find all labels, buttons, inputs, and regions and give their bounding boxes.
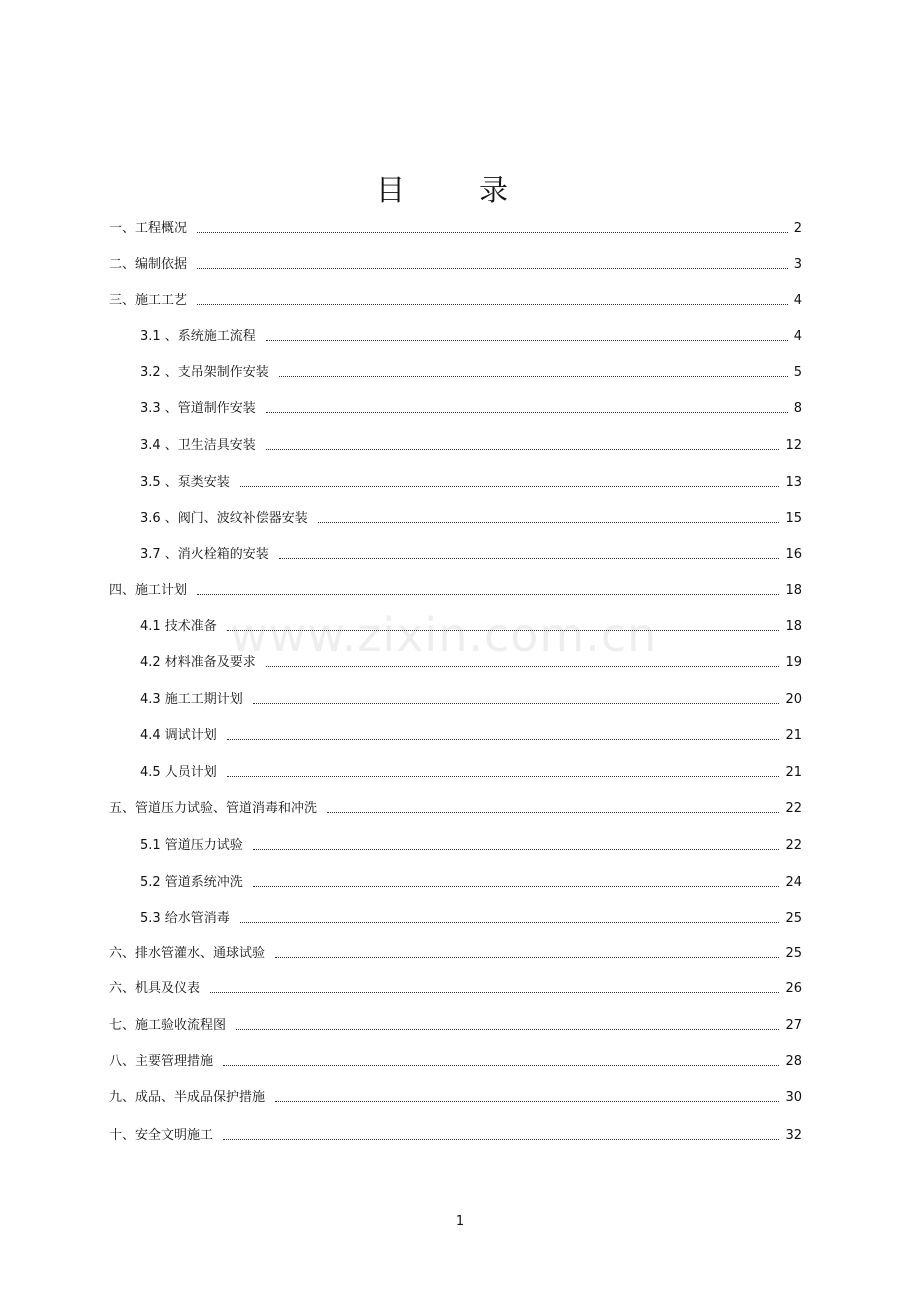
toc-entry-label: 六、排水管灌水、通球试验 [109,946,266,961]
toc-entry[interactable] [109,942,802,962]
toc-entry-page: 18 [785,619,802,634]
toc-entry[interactable] [109,797,802,817]
toc-entry[interactable] [140,724,802,744]
toc-entry-page: 4 [793,329,802,344]
toc-entry[interactable] [140,543,802,563]
toc-entry-label: 五、管道压力试验、管道消毒和冲洗 [109,801,318,816]
toc-entry-page: 25 [785,911,802,926]
toc-title-char-2: 录 [479,173,509,207]
toc-dot-leader [240,485,780,487]
toc-dot-leader [197,303,788,305]
toc-entry-page: 25 [785,946,802,961]
toc-entry-label: 六、机具及仪表 [109,981,201,996]
page-number: 1 [455,1214,465,1229]
toc-entry-label: 三、施工工艺 [109,293,188,308]
watermark: www.zixin.com.cn [230,608,658,662]
toc-dot-leader [223,1064,779,1066]
toc-entry[interactable] [140,507,802,527]
toc-entry-label: 3.7 、消火栓箱的安装 [140,547,269,562]
toc-dot-leader [266,448,780,450]
toc-entry[interactable] [109,977,802,997]
toc-entry-page: 13 [785,475,802,490]
toc-entry-page: 18 [785,583,802,598]
toc-dot-leader [266,411,788,413]
toc-entry-label: 八、主要管理措施 [109,1054,214,1069]
toc-dot-leader [240,921,780,923]
toc-entry-page: 21 [785,728,802,743]
toc-entry-page: 19 [785,655,802,670]
toc-dot-leader [279,375,788,377]
toc-entry[interactable] [140,361,802,381]
toc-entry[interactable] [140,907,802,927]
toc-entry[interactable] [109,1124,802,1144]
toc-entry-label: 七、施工验收流程图 [109,1018,227,1033]
toc-entry-page: 22 [785,801,802,816]
toc-entry[interactable] [140,325,802,345]
toc-entry-page: 28 [785,1054,802,1069]
toc-entry-label: 5.2 管道系统冲洗 [140,875,243,890]
toc-entry-label: 3.3 、管道制作安装 [140,401,256,416]
toc-entry-label: 九、成品、半成品保护措施 [109,1090,266,1105]
toc-entry-label: 5.3 给水管消毒 [140,911,230,926]
toc-entry-page: 2 [793,221,802,236]
toc-entry-page: 22 [785,838,802,853]
toc-dot-leader [253,702,780,704]
toc-entry[interactable] [140,434,802,454]
toc-entry-label: 3.6 、阀门、波纹补偿器安装 [140,511,308,526]
toc-entry-page: 15 [785,511,802,526]
toc-entry-page: 5 [793,365,802,380]
toc-entry[interactable] [140,834,802,854]
toc-entry-page: 16 [785,547,802,562]
toc-dot-leader [327,811,779,813]
toc-dot-leader [223,1138,779,1140]
toc-dot-leader [227,738,780,740]
toc-dot-leader [210,991,779,993]
toc-entry[interactable] [109,1086,802,1106]
toc-dot-leader [197,593,779,595]
toc-dot-leader [197,267,788,269]
toc-title [0,170,920,210]
toc-entry-label: 3.4 、卫生洁具安装 [140,438,256,453]
toc-dot-leader [266,665,780,667]
toc-entry[interactable] [109,1014,802,1034]
toc-entry-label: 一、工程概况 [109,221,188,236]
toc-entry-page: 20 [785,692,802,707]
toc-entry-page: 8 [793,401,802,416]
toc-entry[interactable] [109,1050,802,1070]
toc-entry-page: 24 [785,875,802,890]
toc-dot-leader [318,521,780,523]
toc-entry[interactable] [109,289,802,309]
toc-entry-page: 21 [785,765,802,780]
toc-dot-leader [266,339,788,341]
toc-dot-leader [236,1028,779,1030]
toc-dot-leader [253,885,780,887]
toc-entry-label: 4.5 人员计划 [140,765,217,780]
toc-entry[interactable] [140,397,802,417]
toc-title-char-1: 目 [376,173,406,207]
toc-entry-page: 3 [793,257,802,272]
toc-entry-label: 十、安全文明施工 [109,1128,214,1143]
toc-dot-leader [227,775,780,777]
toc-entry[interactable] [140,471,802,491]
toc-dot-leader [227,629,780,631]
toc-entry[interactable] [109,217,802,237]
toc-entry[interactable] [140,871,802,891]
toc-entry-label: 3.1 、系统施工流程 [140,329,256,344]
toc-dot-leader [253,848,780,850]
toc-entry[interactable] [140,688,802,708]
toc-dot-leader [279,557,780,559]
toc-entry[interactable] [140,651,802,671]
toc-entry-label: 4.3 施工工期计划 [140,692,243,707]
toc-entry-page: 26 [785,981,802,996]
toc-dot-leader [275,1100,779,1102]
toc-entry-label: 4.4 调试计划 [140,728,217,743]
toc-entry-page: 30 [785,1090,802,1105]
toc-entry-label: 4.2 材料准备及要求 [140,655,256,670]
toc-entry-label: 二、编制依据 [109,257,188,272]
toc-dot-leader [275,956,779,958]
toc-entry-label: 3.5 、泵类安装 [140,475,230,490]
toc-entry[interactable] [140,761,802,781]
toc-entry-page: 4 [793,293,802,308]
toc-entry-label: 3.2 、支吊架制作安装 [140,365,269,380]
toc-entry-label: 4.1 技术准备 [140,619,217,634]
toc-entry[interactable] [109,579,802,599]
toc-entry[interactable] [109,253,802,273]
toc-entry-page: 12 [785,438,802,453]
toc-entry-label: 四、施工计划 [109,583,188,598]
toc-dot-leader [197,231,788,233]
toc-entry[interactable] [140,615,802,635]
toc-entry-label: 5.1 管道压力试验 [140,838,243,853]
toc-entry-page: 27 [785,1018,802,1033]
toc-entry-page: 32 [785,1128,802,1143]
